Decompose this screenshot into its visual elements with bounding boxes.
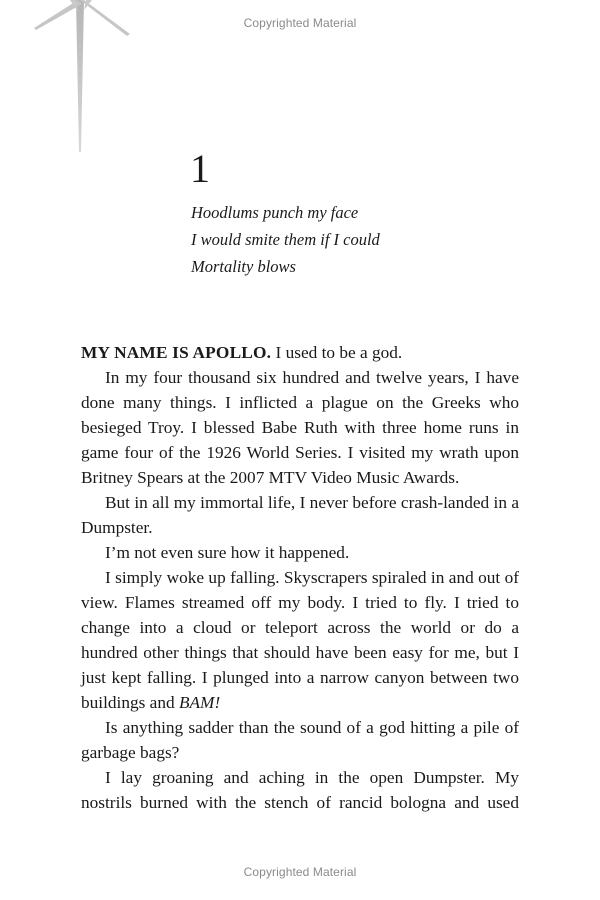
copyright-watermark-top: Copyrighted Material bbox=[243, 16, 357, 30]
chapter-haiku bbox=[191, 199, 380, 280]
copyright-watermark-bottom: Copyrighted Material bbox=[243, 865, 357, 879]
paragraph-5 bbox=[81, 565, 519, 715]
paragraph-5-text: I simply woke up falling. Skyscrapers spiraled in and out of view. Flames streamed off my body. I tried to fly. I tried to change into a cloud or teleport across the world or do a hundred other things that should have been easy for me, but I just kept falling. I plunged into a narrow canyon between two buildings and bbox=[81, 568, 519, 712]
haiku-line-2: I would smite them if I could bbox=[191, 230, 380, 249]
paragraph-6: Is anything sadder than the sound of a god hitting a pile of garbage bags? bbox=[81, 718, 519, 762]
chapter-body bbox=[81, 340, 519, 815]
paragraph-2: In my four thousand six hundred and twelve years, I have done many things. I inflicted a plague on the Greeks who besieged Troy. I blessed Babe Ruth with three home runs in game four of the 1926 World Series. I visited my wrath upon Britney Spears at the 2007 MTV Video Music Awards. bbox=[81, 368, 519, 487]
paragraph-opening bbox=[81, 340, 519, 365]
haiku-line-1: Hoodlums punch my face bbox=[191, 203, 359, 222]
paragraph-3: But in all my immortal life, I never before crash-landed in a Dumpster. bbox=[81, 493, 519, 537]
opening-text: I used to be a god. bbox=[271, 343, 403, 362]
chapter-number: 1 bbox=[190, 146, 210, 191]
opening-small-caps: MY NAME IS APOLLO. bbox=[81, 343, 272, 362]
compass-star-icon bbox=[0, 0, 160, 160]
paragraph-4: I’m not even sure how it happened. bbox=[105, 543, 350, 562]
haiku-line-3: Mortality blows bbox=[191, 257, 296, 276]
paragraph-5-emphasis: BAM! bbox=[178, 693, 221, 712]
paragraph-7: I lay groaning and aching in the open Dumpster. My nostrils burned with the stench of rancid bologna and used bbox=[81, 768, 519, 812]
